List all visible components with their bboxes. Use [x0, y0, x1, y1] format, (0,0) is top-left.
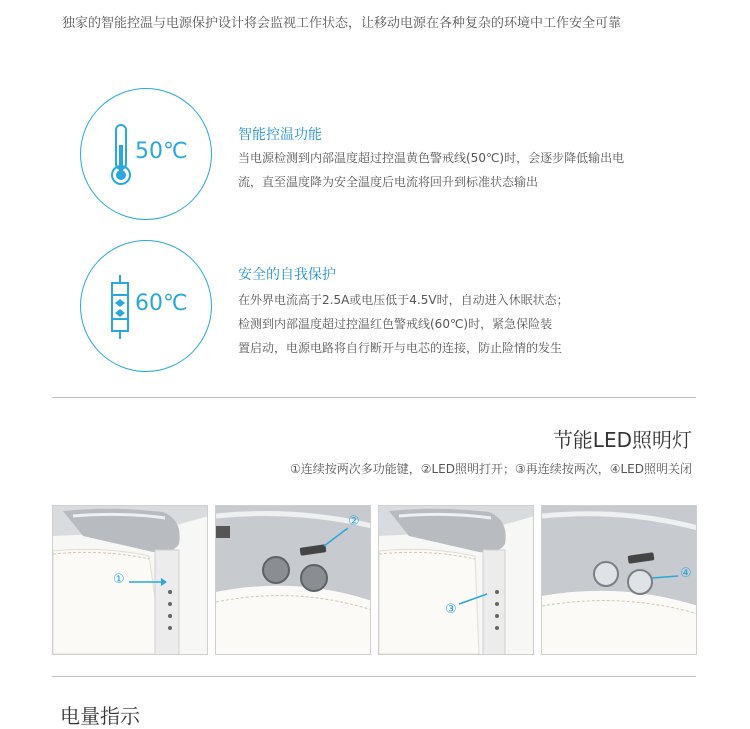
thermometer-icon: [109, 123, 133, 187]
device-photo-illustration: [53, 506, 208, 655]
temperature-label: 60℃: [135, 291, 188, 316]
section-divider: [52, 676, 696, 677]
temperature-badge-50: [80, 88, 212, 220]
description-line: 在外界电流高于2.5A或电压低于4.5V时，自动进入休眠状态；: [238, 293, 569, 307]
led-photo-step-3: [378, 505, 534, 655]
callout-1: ①: [113, 572, 125, 587]
led-photo-step-2: [215, 505, 371, 655]
device-photo-illustration: [542, 506, 697, 655]
section-divider: [52, 397, 696, 398]
temperature-badge-60: [80, 240, 212, 372]
led-photo-step-4: [541, 505, 697, 655]
led-photo-step-1: [52, 505, 208, 655]
feature-title: 安全的自我保护: [238, 267, 336, 283]
intro-text: 独家的智能控温与电源保护设计将会监视工作状态，让移动电源在各种复杂的环境中工作安全可靠: [62, 16, 622, 31]
description-line: 置启动，电源电路将自行断开与电芯的连接，防止险情的发生: [238, 341, 563, 355]
led-steps-text: ①连续按两次多功能键，②LED照明打开；③再连续按两次，④LED照明关闭: [289, 462, 692, 476]
callout-4: ④: [680, 566, 692, 581]
fuse-icon: [109, 275, 131, 339]
led-section-title: 节能LED照明灯: [552, 428, 692, 452]
device-photo-illustration: [379, 506, 534, 655]
feature-title: 智能控温功能: [238, 127, 322, 143]
feature-description: [238, 288, 678, 360]
callout-3: ③: [445, 602, 457, 617]
battery-section-title: 电量指示: [60, 704, 140, 728]
feature-description: [238, 146, 678, 194]
callout-2: ②: [348, 514, 360, 529]
description-line: 当电源检测到内部温度超过控温黄色警戒线(50℃)时，会逐步降低输出电: [238, 151, 625, 165]
description-line: 检测到内部温度超过控温红色警戒线(60℃)时，紧急保险装: [238, 317, 553, 331]
description-line: 流，直至温度降为安全温度后电流将回升到标准状态输出: [238, 175, 539, 189]
temperature-label: 50℃: [135, 139, 188, 164]
